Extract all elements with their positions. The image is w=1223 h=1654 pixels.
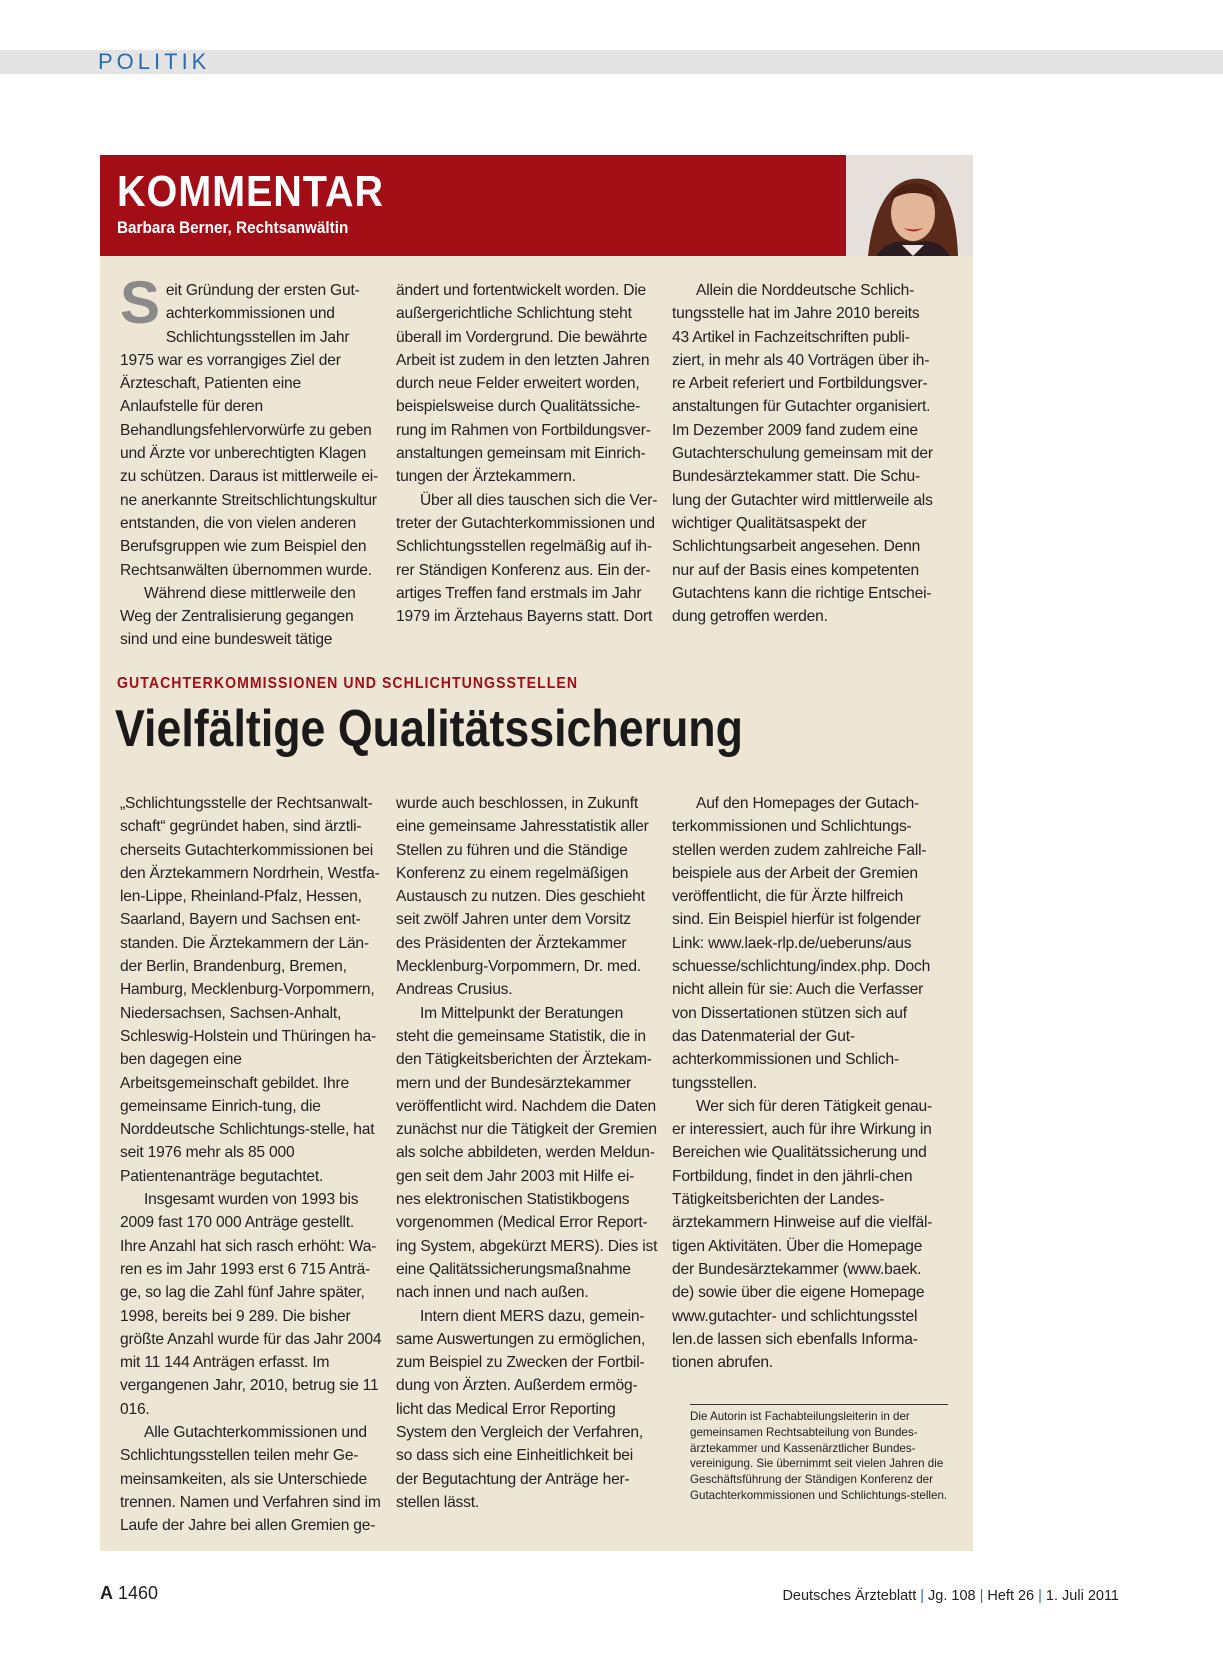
dropcap: S (120, 269, 160, 336)
page-prefix: A (100, 1583, 113, 1603)
kommentar-column-3 (672, 279, 934, 628)
kommentar-col3-paragraph-1: Allein die Norddeutsche Schlich-tungsstelle hat im Jahre 2010 bereits 43 Artikel in Fachzeitschriften publi-ziert, in mehr als 40 Vorträgen über ih-re Arbeit referiert und Fortbildungsver-anstaltungen für Gutachter organisiert. Im Dezember 2009 fand zudem eine Gutachterschulung gemeinsam mit der Bundesärztekammer statt. Die Schu-lung der Gutachter wird mittlerweile als wichtiger Qualitätsaspekt der Schlichtungsarbeit angesehen. Denn nur auf der Basis eines kompetenten Gutachtens kann die richtige Entschei-dung getroffen werden. (672, 282, 933, 626)
issue: Heft 26 (987, 1588, 1035, 1604)
article-col3-paragraph-2: Wer sich für deren Tätigkeit genau-er interessiert, auch für ihre Wirkung in Bereichen wie Qualitätssicherung und Fortbildung, findet in den jährli-chen Tätigkeitsberichten der Landes-ärztekammern Hinweise auf die vielfäl-tigen Aktivitäten. Über die Homepage der Bundesärztekammer (www.baek. de) sowie über die eigene Homepage www.gutachter- und schlichtungsstel len.de lassen sich ebenfalls Informa-tionen abrufen. (672, 1097, 933, 1372)
author-note: Die Autorin ist Fachabteilungsleiterin in der gemeinsamen Rechtsabteilung von Bundes-ärztekammer und Kassenärztlicher Bundes-vereinigung. Sie übernimmt seit vielen Jahren die Geschäftsführung der Ständigen Konferenz der Gutachterkommissionen und Schlichtungs-stellen. (690, 1410, 948, 1502)
article-headline: Vielfältige Qualitätssicherung (115, 700, 743, 758)
publication-name: Deutsches Ärzteblatt (782, 1588, 917, 1604)
kommentar-col1-paragraph-2: Während diese mittlerweile den Weg der Zentralisierung gegangen sind und eine bundesweit tätige (120, 584, 356, 649)
author-photo (846, 155, 973, 256)
page-number-value: 1460 (118, 1583, 159, 1603)
separator: | (920, 1588, 925, 1604)
kommentar-column-1 (120, 269, 382, 652)
article-col2-paragraph-1: wurde auch beschlossen, in Zukunft eine gemeinsame Jahresstatistik aller Stellen zu führen und die Ständige Konferenz zu einem regelmäßigen Austausch zu nutzen. Dies geschieht seit zwölf Jahren unter dem Vorsitz des Präsidenten der Ärztekammer Mecklenburg-Vorpommern, Dr. med. Andreas Crusius. (396, 795, 649, 999)
section-label: POLITIK (98, 49, 211, 74)
article-column-2 (396, 792, 658, 1514)
article-col2-paragraph-2: Im Mittelpunkt der Beratungen steht die gemeinsame Statistik, die in den Tätigkeitsberichten der Ärztekam-mern und der Bundesärztekammer veröffentlicht wird. Nachdem die Daten zunächst nur die Tätigkeit der Gremien als solche abbildeten, werden Meldun-gen seit dem Jahr 2003 mit Hilfe ei-nes elektronischen Statistikbogens vorgenommen (Medical Error Report-ing System, abgekürzt MERS). Dies ist eine Qalitätssicherungsmaßnahme nach innen und nach außen. (396, 1004, 658, 1302)
separator: | (1038, 1588, 1042, 1604)
article-col3-paragraph-1: Auf den Homepages der Gutach-terkommissionen und Schlichtungs-stellen werden zudem zahlreiche Fall-beispiele aus der Arbeit der Gremien veröffentlicht, die für Ärzte hilfreich sind. Ein Beispiel hierfür ist folgender Link: www.laek-rlp.de/ueberuns/aus schuesse/schlichtung/index.php. Doch nicht allein für sie: Auch die Verfasser von Dissertationen stützen sich auf das Datenmaterial der Gut-achterkommissionen und Schlich-tungsstellen. (672, 795, 931, 1092)
author-portrait-illustration (846, 155, 973, 256)
publication-info (782, 1588, 1119, 1604)
issue-date: 1. Juli 2011 (1045, 1588, 1119, 1604)
page-number (100, 1583, 158, 1604)
kommentar-col2-paragraph-2: Über all dies tauschen sich die Ver-treter der Gutachterkommissionen und Schlichtungsstellen regelmäßig auf ih-rer Ständigen Konferenz aus. Ein der-artiges Treffen fand erstmals im Jahr 1979 im Ärztehaus Bayerns statt. Dort (396, 491, 658, 626)
author-note-divider (690, 1404, 948, 1405)
kommentar-column-2 (396, 279, 658, 628)
kommentar-title: KOMMENTAR (117, 167, 384, 216)
article-column-1 (120, 792, 382, 1538)
separator: | (979, 1588, 984, 1604)
article-col1-paragraph-3: Alle Gutachterkommissionen und Schlichtungsstellen teilen mehr Ge-meinsamkeiten, als sie Unterschiede trennen. Namen und Verfahren sind im Laufe der Jahre bei allen Gremien ge- (120, 1424, 381, 1535)
article-col1-paragraph-1: „Schlichtungsstelle der Rechtsanwalt-schaft“ gegründet haben, sind ärztli-cherseits Gutachterkommissionen bei den Ärztekammern Nordrhein, Westfa-len-Lippe, Rheinland-Pfalz, Hessen, Saarland, Bayern und Sachsen ent-standen. Die Ärztekammern der Län-der Berlin, Brandenburg, Bremen, Hamburg, Mecklenburg-Vorpommern, Niedersachsen, Sachsen-Anhalt, Schleswig-Holstein und Thüringen ha-ben dagegen eine Arbeitsgemeinschaft gebildet. Ihre gemeinsame Einrich-tung, die Norddeutsche Schlichtungs-stelle, hat seit 1976 mehr als 85 000 Patientenanträge begutachtet. (120, 795, 380, 1185)
kommentar-author: Barbara Berner, Rechtsanwältin (117, 218, 349, 237)
kommentar-col1-paragraph-1: eit Gründung der ersten Gut-achterkommissionen und Schlichtungsstellen im Jahr 1975 war es vorrangiges Ziel der Ärzteschaft, Patienten eine Anlaufstelle für deren Behandlungsfehlervorwürfe zu geben und Ärzte vor unberechtigten Klagen zu schützen. Daraus ist mittlerweile ei-ne anerkannte Streitschlichtungskultur entstanden, die von vielen anderen Berufsgruppen wie zum Beispiel den Rechtsanwälten übernommen wurde. (120, 282, 379, 579)
article-col2-paragraph-3: Intern dient MERS dazu, gemein-same Auswertungen zu ermöglichen, zum Beispiel zu Zwecken der Fortbil-dung von Ärzten. Außerdem ermög-licht das Medical Error Reporting System den Vergleich der Verfahren, so dass sich eine Einheitlichkeit bei der Begutachtung der Anträge her-stellen lässt. (396, 1307, 646, 1511)
article-kicker: GUTACHTERKOMMISSIONEN UND SCHLICHTUNGSSTELLEN (117, 675, 579, 692)
article-col1-paragraph-2: Insgesamt wurden von 1993 bis 2009 fast 170 000 Anträge gestellt. Ihre Anzahl hat sich rasch erhöht: Wa-ren es im Jahr 1993 erst 6 715 Anträ-ge, so lag die Zahl fünf Jahre später, 1998, bereits bei 9 289. Die bisher größte Anzahl wurde für das Jahr 2004 mit 11 144 Anträgen erfasst. Im vergangenen Jahr, 2010, betrug sie 11 016. (120, 1191, 382, 1418)
kommentar-col2-paragraph-1: ändert und fortentwickelt worden. Die außergerichtliche Schlichtung steht überall im Vordergrund. Die bewährte Arbeit ist zudem in den letzten Jahren durch neue Felder erweitert worden, beispielsweise durch Qualitätssiche-rung im Rahmen von Fortbildungsver-anstaltungen gemeinsam mit Einrich-tungen der Ärztekammern. (396, 282, 651, 486)
article-column-3 (672, 792, 934, 1374)
volume: Jg. 108 (928, 1588, 976, 1604)
